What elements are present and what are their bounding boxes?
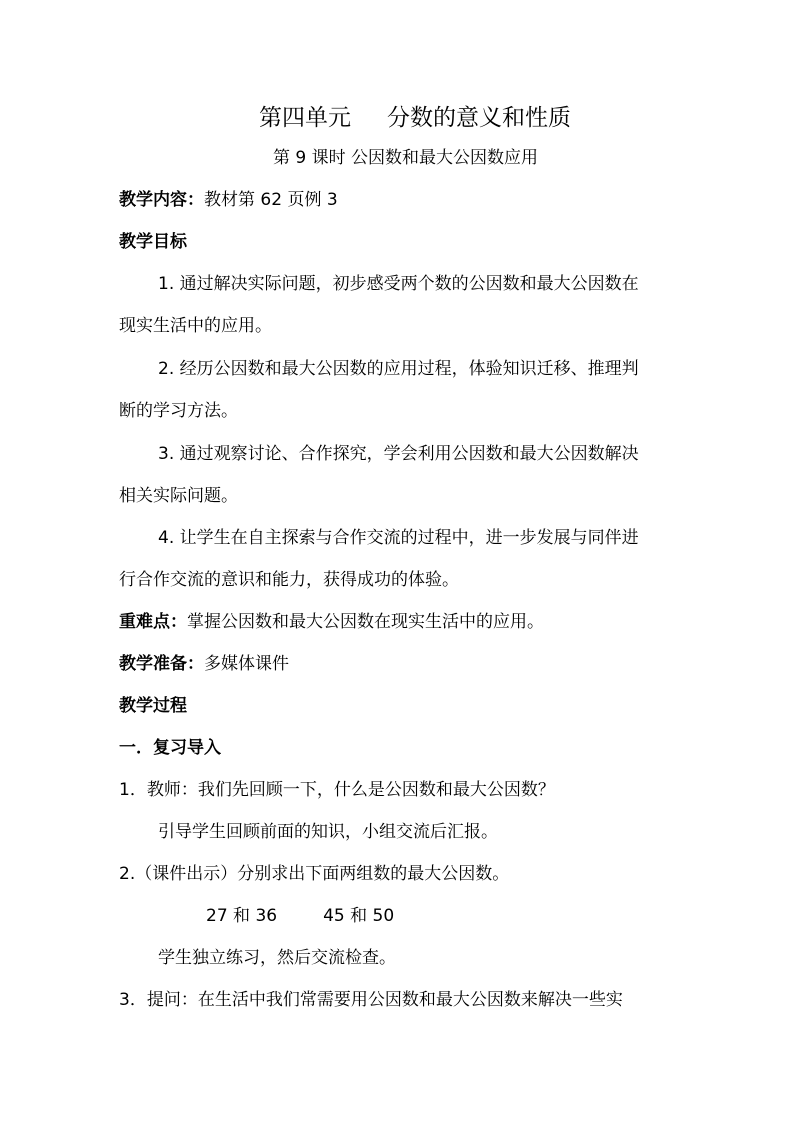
lesson-subtitle: 第 9 课时 公因数和最大公因数应用 [273, 148, 539, 168]
goal-1-line-2: 现实生活中的应用。 [119, 316, 272, 336]
teaching-content-label: 教学内容： [119, 190, 204, 210]
process-heading: 教学过程 [119, 696, 187, 716]
step-2-sub: 学生独立练习，然后交流检查。 [158, 948, 396, 968]
teaching-prep [119, 652, 289, 676]
title-topic: 分数的意义和性质 [387, 105, 571, 131]
step-2-number-pairs [206, 904, 394, 928]
section-1-heading: 一．复习导入 [119, 738, 221, 758]
step-2: 2.（课件出示）分别求出下面两组数的最大公因数。 [119, 864, 510, 884]
goal-1-line-1: 1. 通过解决实际问题，初步感受两个数的公因数和最大公因数在 [158, 274, 639, 294]
goal-4-line-2: 行合作交流的意识和能力，获得成功的体验。 [119, 570, 459, 590]
goal-4-line-1: 4. 让学生在自主探索与合作交流的过程中，进一步发展与同伴进 [158, 528, 639, 548]
number-pair-2: 45 和 50 [323, 906, 395, 926]
document-title [259, 103, 571, 133]
teaching-prep-label: 教学准备： [119, 654, 204, 674]
teaching-content [119, 188, 338, 212]
step-1: 1．教师：我们先回顾一下，什么是公因数和最大公因数？ [119, 780, 555, 800]
goal-3-line-1: 3. 通过观察讨论、合作探究，学会利用公因数和最大公因数解决 [158, 444, 639, 464]
key-points-value: 掌握公因数和最大公因数在现实生活中的应用。 [187, 612, 544, 632]
step-1-sub: 引导学生回顾前面的知识，小组交流后汇报。 [158, 822, 498, 842]
goals-heading: 教学目标 [119, 232, 187, 252]
key-points-label: 重难点： [119, 612, 187, 632]
teaching-content-value: 教材第 62 页例 3 [204, 190, 338, 210]
goal-2-line-2: 断的学习方法。 [119, 401, 238, 421]
step-3: 3．提问：在生活中我们常需要用公因数和最大公因数来解决一些实 [119, 990, 623, 1010]
goal-2-line-1: 2. 经历公因数和最大公因数的应用过程，体验知识迁移、推理判 [158, 359, 639, 379]
number-pair-1: 27 和 36 [206, 906, 278, 926]
key-points [119, 610, 544, 634]
goal-3-line-2: 相关实际问题。 [119, 486, 238, 506]
teaching-prep-value: 多媒体课件 [204, 654, 289, 674]
title-unit: 第四单元 [259, 105, 351, 131]
